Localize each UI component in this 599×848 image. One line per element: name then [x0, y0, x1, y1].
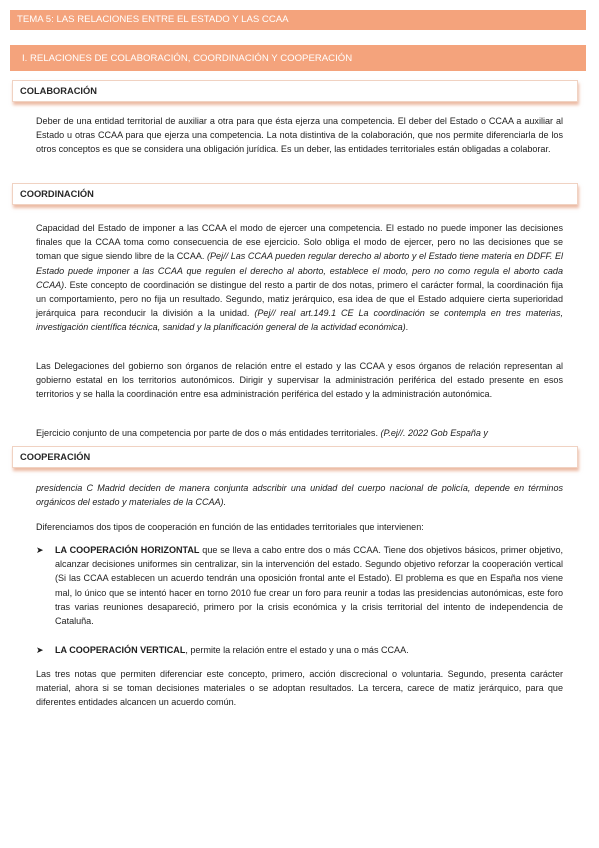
cooperacion-paragraph-2: Las tres notas que permiten diferenciar este concepto, primero, acción discrecional o voluntaria. Segundo, presenta carácter material, ahora si se toman decisiones materiales o se adoptan resultados. La tercera, carece de matiz jerárquico, para que diferentes entidades alcancen un acuerdo común. [36, 669, 563, 708]
arrow-bullet-icon: ➤ [36, 645, 44, 655]
section-title: I. RELACIONES DE COLABORACIÓN, COORDINACIÓN Y COOPERACIÓN [22, 53, 353, 64]
coordinacion-p1-example-a: (Pej// Las CCAA pueden regular derecho al aborto y el Estado tiene materia en DDFF. El Estado puede imponer a las CCAA que regulen el derecho al aborto, establece el modo, pero no como regula el aborto cada CCAA) [36, 251, 563, 290]
bullet-horizontal-title: LA COOPERACIÓN HORIZONTAL [55, 545, 200, 555]
coordinacion-p3-text: Ejercicio conjunto de una competencia por parte de dos o más entidades territoriales. [36, 428, 381, 438]
bullet-cooperacion-horizontal [36, 543, 563, 628]
bullet-horizontal-body: que se lleva a cabo entre dos o más CCAA. Tiene dos objetivos básicos, primer objetivo, alcanzar decisiones uniformes sin centralizar, sin la intervención del estado. Segundo objetivo reforzar la cooperación vertical (Si las CCAA establecen un acuerdo tendrán una oposición frontal ante el Estado). El problema es que en España nos viene mal, lo único que se intentó hacer en torno 2010 fue crear un foro para reunir a todas las presidencias autonómicas, este foro tras varias reuniones desapareció, primero por la crisis económica y la crisis territorial del intento de independencia de Cataluña. [55, 545, 563, 627]
colaboracion-paragraph: Deber de una entidad territorial de auxiliar a otra para que ésta ejerza una competencia. El deber del Estado o CCAA a auxiliar al Estado u otras CCAA para que ejerza una competencia. La nota distintiva de la colaboración, que nos permite diferenciarla de los otros conceptos es que se considera una obligación jurídica. Es un deber, las entidades territoriales están obligadas a colaborar. [36, 116, 563, 155]
bullet-vertical-body: , permite la relación entre el estado y una o más CCAA. [185, 645, 409, 655]
heading-colaboracion: COLABORACIÓN [12, 80, 578, 102]
heading-coordinacion: COORDINACIÓN [12, 183, 578, 205]
section-title-bar [10, 45, 586, 71]
arrow-bullet-icon: ➤ [36, 545, 44, 555]
cooperacion-paragraph-0 [36, 481, 563, 509]
coordinacion-paragraph-3 [36, 426, 563, 440]
tema-title-bar [10, 10, 586, 30]
coordinacion-paragraph-2: Las Delegaciones del gobierno son órganos de relación entre el estado y las CCAA y esos órganos de relación representan al gobierno estatal en los territorios autonómicos. Dirigir y supervisar la administración periférica del estado presente en esos territorios y se halla la coordinación entre esa administración periférica del estado y la administración autonómica. [36, 361, 563, 400]
bullet-vertical-text [55, 643, 563, 657]
coordinacion-p1-example-b: (Pej// real art.149.1 CE La coordinación se contempla en tres materias, investigación científica técnica, sanidad y la planificación general de la actividad económica) [36, 308, 563, 333]
heading-cooperacion: COOPERACIÓN [12, 446, 578, 468]
cooperacion-paragraph-1: Diferenciamos dos tipos de cooperación en función de las entidades territoriales que intervienen: [36, 522, 424, 532]
bullet-horizontal-text [55, 543, 563, 628]
coordinacion-p1-text-e: . [405, 322, 409, 333]
tema-title: TEMA 5: LAS RELACIONES ENTRE EL ESTADO Y LAS CCAA [17, 14, 289, 25]
coordinacion-p1-text-c: . Este concepto de coordinación se distingue del resto a partir de dos notas, primero el carácter formal, la coordinación fija un comportamiento, pero no fija un resultado. Segundo, matiz jerárquico, esa idea de que el Estado adquiere cierta superioridad jerárquica para reconducir la división a la unidad. [36, 279, 563, 319]
bullet-vertical-title: LA COOPERACIÓN VERTICAL [55, 645, 186, 655]
cooperacion-p0-example: presidencia C Madrid deciden de manera conjunta adscribir una unidad del cuerpo nacional de policía, depende en términos orgánicos del estado y materiales de la CCAA). [36, 483, 563, 508]
coordinacion-p3-example: (P.ej//. 2022 Gob España y [380, 428, 488, 438]
coordinacion-paragraph-1 [36, 221, 563, 335]
coordinacion-p1-text-a: Capacidad del Estado de imponer a las CCAA el modo de ejercer una competencia. El estado no puede imponer las decisiones finales que la CCAA toma como consecuencia de ese ejercicio. Solo obliga el modo de ejercer, pero no las decisiones que se toman que sigue siendo libre de la CCAA. [36, 223, 563, 262]
bullet-cooperacion-vertical [36, 643, 563, 657]
